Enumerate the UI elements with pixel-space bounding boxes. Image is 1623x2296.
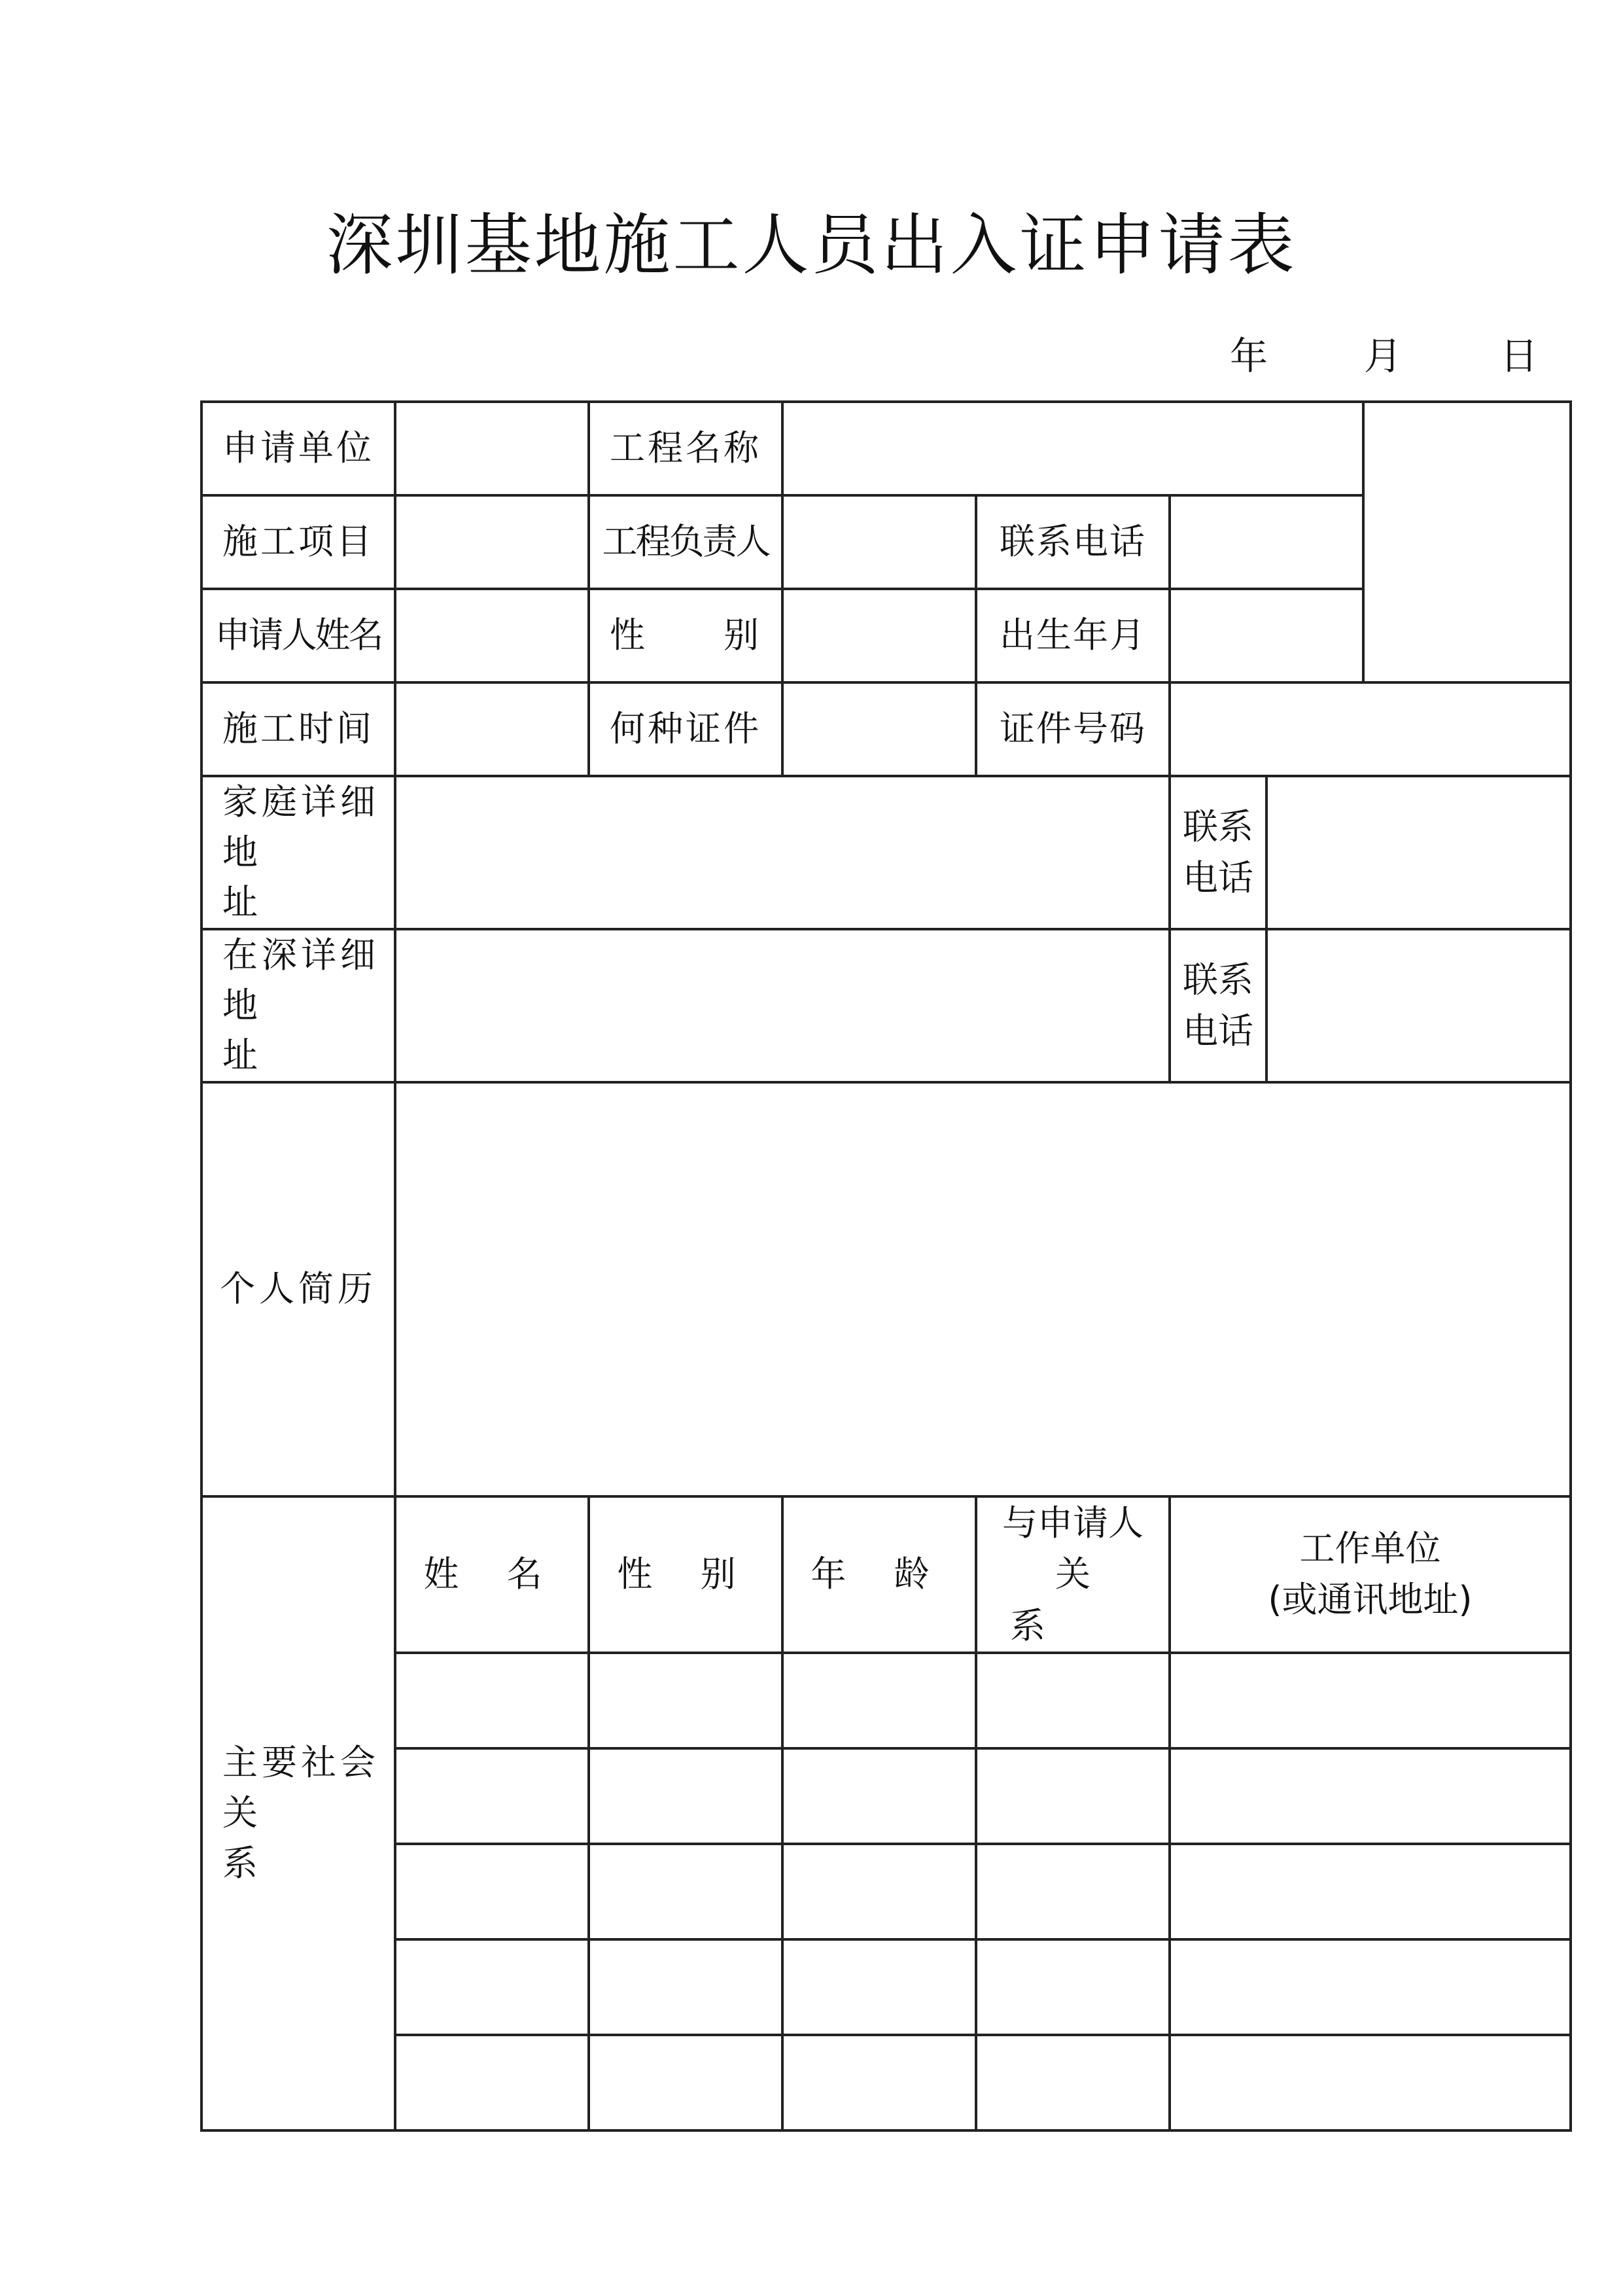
relations-header-relation-line1: 与申请人 [1002, 1502, 1143, 1544]
applicant-name-label: 申请人姓名 [201, 589, 395, 682]
shenzhen-phone-field[interactable] [1266, 929, 1571, 1082]
home-phone-label [1170, 776, 1266, 929]
shenzhen-phone-label [1170, 929, 1266, 1082]
relation-relationship-cell[interactable] [976, 1748, 1170, 1844]
project-lead-field[interactable] [782, 495, 976, 589]
relation-row [201, 1844, 1571, 1939]
relation-gender-cell[interactable] [589, 1653, 782, 1748]
project-lead-label: 工程负责人 [589, 495, 782, 589]
home-address-label [201, 776, 395, 929]
construction-time-field[interactable] [395, 682, 589, 776]
resume-label: 个人简历 [201, 1082, 395, 1496]
shenzhen-phone-label-line1: 联系 [1183, 959, 1253, 1000]
shenzhen-address-field[interactable] [395, 929, 1170, 1082]
shenzhen-phone-label-line2: 电话 [1183, 1010, 1253, 1052]
home-address-field[interactable] [395, 776, 1170, 929]
date-day-label: 日 [1500, 334, 1539, 378]
relations-header-age: 年 龄 [782, 1496, 976, 1653]
contact-phone-field[interactable] [1170, 495, 1363, 589]
relations-header-gender: 性 别 [589, 1496, 782, 1653]
id-type-field[interactable] [782, 682, 976, 776]
birth-date-label: 出生年月 [976, 589, 1170, 682]
relations-header-work [1170, 1496, 1571, 1653]
relation-name-cell[interactable] [395, 1653, 589, 1748]
shenzhen-address-label-line1: 在深详细 [222, 934, 379, 976]
home-address-label-line1: 家庭详细 [222, 781, 379, 822]
date-year-label: 年 [1230, 334, 1268, 378]
relation-row [201, 1653, 1571, 1748]
relation-name-cell[interactable] [395, 2035, 589, 2130]
applicant-unit-label: 申请单位 [201, 402, 395, 495]
applicant-name-field[interactable] [395, 589, 589, 682]
relation-row [201, 1748, 1571, 1844]
relation-age-cell[interactable] [782, 1939, 976, 2035]
id-number-label: 证件号码 [976, 682, 1170, 776]
gender-label: 性 别 [589, 589, 782, 682]
relations-header-relation [976, 1496, 1170, 1653]
relation-name-cell[interactable] [395, 1748, 589, 1844]
relation-gender-cell[interactable] [589, 1748, 782, 1844]
social-relations-label [201, 1496, 395, 2130]
relation-relationship-cell[interactable] [976, 2035, 1170, 2130]
applicant-unit-field[interactable] [395, 402, 589, 495]
project-name-label: 工程名称 [589, 402, 782, 495]
form-title: 深圳基地施工人员出入证申请表 [326, 207, 1297, 285]
shenzhen-address-label [201, 929, 395, 1082]
relations-header-relation-line2: 关 系 [1010, 1553, 1161, 1646]
home-address-label-line2: 地 址 [222, 831, 340, 923]
photo-box [1363, 402, 1571, 682]
relation-relationship-cell[interactable] [976, 1844, 1170, 1939]
relation-row [201, 1939, 1571, 2035]
birth-date-field[interactable] [1170, 589, 1363, 682]
relations-header-name: 姓 名 [395, 1496, 589, 1653]
relation-relationship-cell[interactable] [976, 1653, 1170, 1748]
shenzhen-address-label-line2: 地 址 [222, 984, 340, 1076]
gender-field[interactable] [782, 589, 976, 682]
contact-phone-label: 联系电话 [976, 495, 1170, 589]
construction-time-label: 施工时间 [201, 682, 395, 776]
social-relations-label-line2: 关 系 [222, 1792, 340, 1884]
home-phone-field[interactable] [1266, 776, 1571, 929]
home-phone-label-line1: 联系 [1183, 805, 1253, 847]
relation-age-cell[interactable] [782, 1653, 976, 1748]
relation-age-cell[interactable] [782, 1844, 976, 1939]
relation-name-cell[interactable] [395, 1939, 589, 2035]
resume-field[interactable] [395, 1082, 1571, 1496]
id-type-label: 何种证件 [589, 682, 782, 776]
relations-header-work-line1: 工作单位 [1299, 1528, 1441, 1570]
relation-gender-cell[interactable] [589, 2035, 782, 2130]
social-relations-label-line1: 主要社会 [222, 1742, 379, 1784]
relation-relationship-cell[interactable] [976, 1939, 1170, 2035]
relation-work-cell[interactable] [1170, 1748, 1571, 1844]
construction-item-field[interactable] [395, 495, 589, 589]
relation-age-cell[interactable] [782, 2035, 976, 2130]
home-phone-label-line2: 电话 [1183, 857, 1253, 898]
relation-name-cell[interactable] [395, 1844, 589, 1939]
relation-gender-cell[interactable] [589, 1939, 782, 2035]
application-form-table [200, 400, 1572, 2132]
relation-gender-cell[interactable] [589, 1844, 782, 1939]
date-month-label: 月 [1364, 334, 1403, 378]
project-name-field[interactable] [782, 402, 1363, 495]
relations-header-work-line2: (或通讯地址) [1268, 1579, 1473, 1621]
relation-work-cell[interactable] [1170, 1844, 1571, 1939]
relation-work-cell[interactable] [1170, 1653, 1571, 1748]
construction-item-label: 施工项目 [201, 495, 395, 589]
relation-work-cell[interactable] [1170, 2035, 1571, 2130]
relation-row [201, 2035, 1571, 2130]
relation-work-cell[interactable] [1170, 1939, 1571, 2035]
relation-age-cell[interactable] [782, 1748, 976, 1844]
id-number-field[interactable] [1170, 682, 1571, 776]
